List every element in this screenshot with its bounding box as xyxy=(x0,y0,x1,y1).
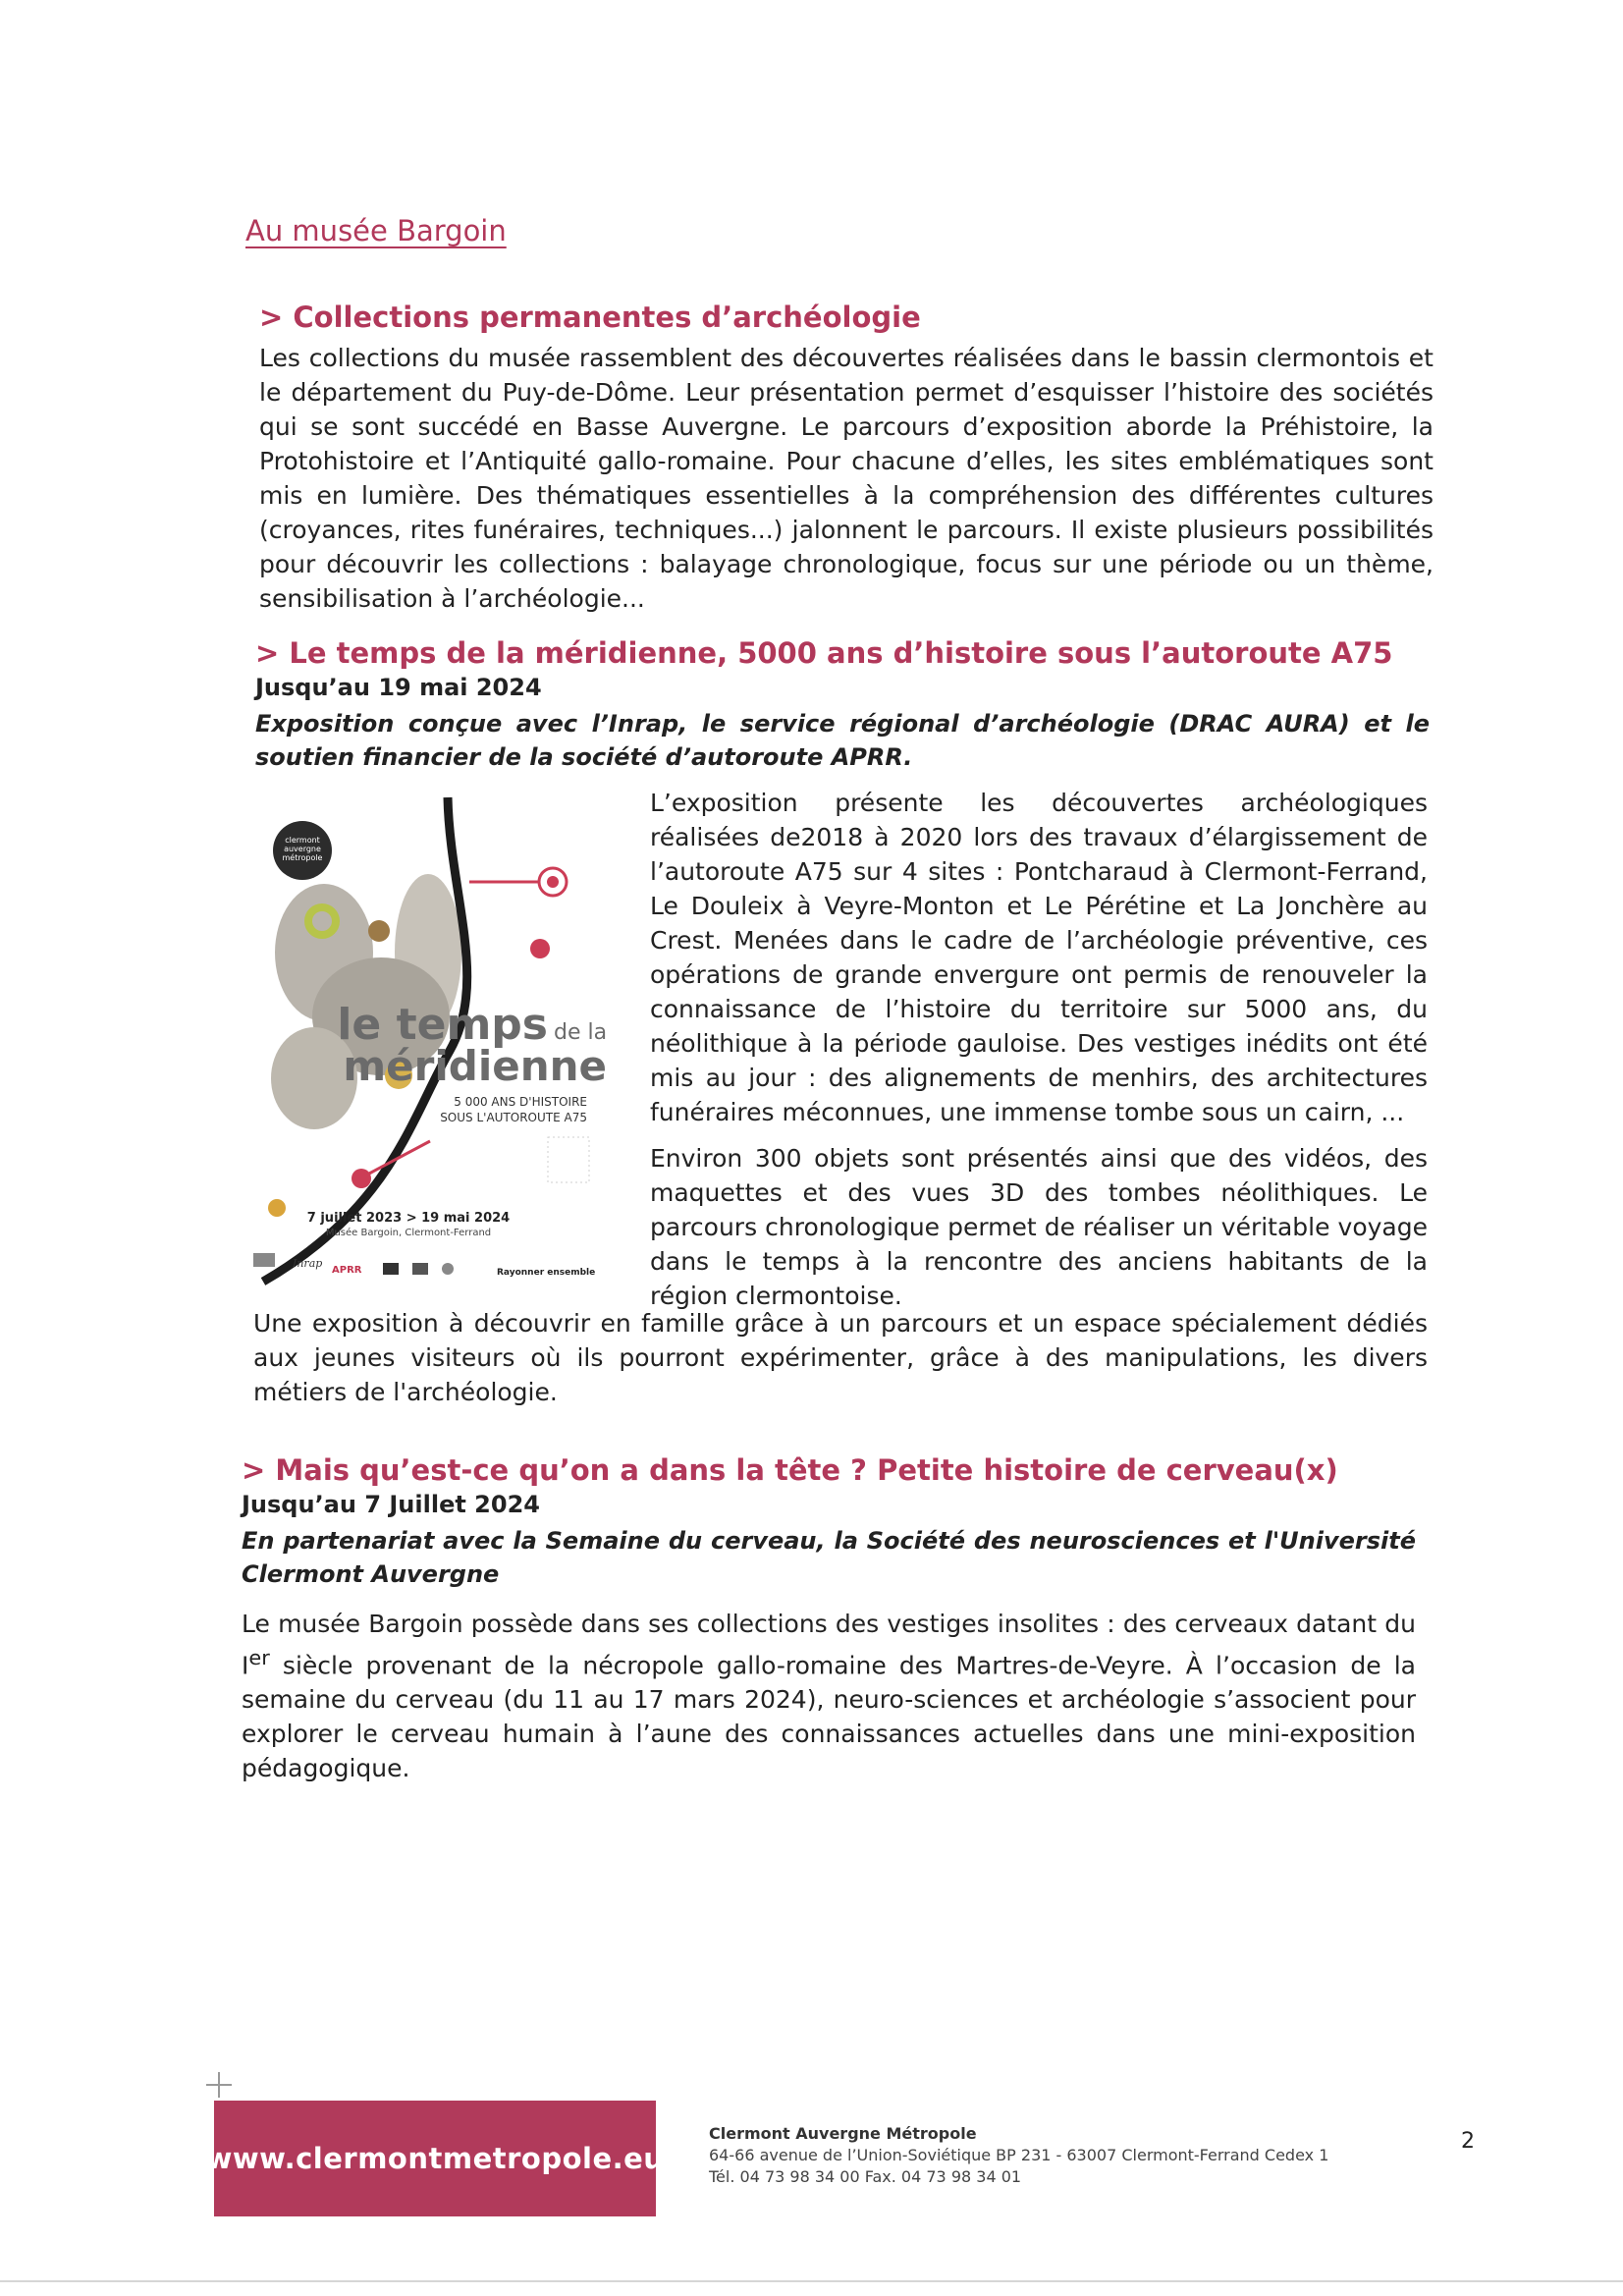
aprr-logo: APRR xyxy=(332,1265,362,1276)
poster-subtitle2: SOUS L'AUTOROUTE A75 xyxy=(440,1111,587,1124)
crop-mark xyxy=(218,2072,220,2098)
section-title-collections: > Collections permanentes d’archéologie xyxy=(259,301,921,334)
page-heading: Au musée Bargoin xyxy=(245,214,507,247)
bottom-divider xyxy=(0,2280,1623,2282)
timeline-dot xyxy=(352,1169,371,1188)
footer-url-band xyxy=(205,2101,665,2216)
body-text-part: siècle provenant de la nécropole gallo-romaine des Martres-de-Veyre. À l’occasion de la semaine du cerveau (du 11 au 17 mars 2024), neuro-sciences et archéologie s’associent pour explorer le cerveau humain à l’aune des connaissances actuelles dans une mini-exposition pédagogique. xyxy=(242,1651,1416,1783)
footer-address: 64-66 avenue de l’Union-Soviétique BP 231 - 63007 Clermont-Ferrand Cedex 1 xyxy=(709,2146,1329,2164)
poster-title-line1: le temps xyxy=(337,1000,548,1050)
poster-title-de: de la xyxy=(554,1020,607,1045)
poster-subtitle1: 5 000 ANS D'HISTOIRE xyxy=(454,1095,587,1109)
exhibition-date: Jusqu’au 7 Juillet 2024 xyxy=(242,1491,540,1518)
section-body-meridienne-2: Environ 300 objets sont présentés ainsi que des vidéos, des maquettes et des vues 3D des tombes néolithiques. Le parcours chronologique permet de réaliser un véritable voyage dans le temps à la rencontre des anciens habitants de la région clermontoise. xyxy=(650,1144,1428,1310)
section-title-cerveau: > Mais qu’est-ce qu’on a dans la tête ? Petite histoire de cerveau(x) xyxy=(242,1453,1338,1487)
section-body-meridienne-3: Une exposition à découvrir en famille grâce à un parcours et un espace spécialement dédiés aux jeunes visiteurs où ils pourront expérimenter, grâce à des manipulations, les divers métiers de l'archéologie. xyxy=(253,1309,1428,1406)
section-title-meridienne: > Le temps de la méridienne, 5000 ans d’histoire sous l’autoroute A75 xyxy=(255,636,1393,670)
poster-venue: Musée Bargoin, Clermont-Ferrand xyxy=(325,1228,492,1238)
poster-dates: 7 juillet 2023 > 19 mai 2024 xyxy=(306,1211,511,1226)
superscript-er: er xyxy=(248,1646,270,1669)
website-link[interactable]: www.clermontmetropole.eu xyxy=(205,2142,665,2175)
badge-line2: auvergne xyxy=(284,845,321,853)
body-text-part: Le musée Bargoin possède dans ses collections des vestiges insolites : des cerveaux datant du I xyxy=(242,1610,1416,1680)
timeline-dot xyxy=(530,939,550,958)
exhibition-poster xyxy=(253,786,607,1296)
rayonner-logo: Rayonner ensemble xyxy=(497,1268,596,1278)
exhibition-partners: En partenariat avec la Semaine du cerveau, la Société des neurosciences et l'Université Clermont Auvergne xyxy=(242,1527,1416,1588)
exhibition-partners: Exposition conçue avec l’Inrap, le service régional d’archéologie (DRAC AURA) et le soutien financier de la société d’autoroute APRR. xyxy=(255,710,1430,771)
bead-artefact xyxy=(368,920,390,942)
poster-title-line2: méridienne xyxy=(343,1042,607,1090)
section-body-collections: Les collections du musée rassemblent des découvertes réalisées dans le bassin clermontois et le département du Puy-de-Dôme. Leur présentation permet d’esquisser l’histoire des sociétés qui se sont succédé en Basse Auvergne. Le parcours d’exposition aborde la Préhistoire, la Protohistoire et l’Antiquité gallo-romaine. Pour chacune d’elles, les sites emblématiques sont mis en lumière. Des thématiques essentielles à la compréhension des différentes cultures (croyances, rites funéraires, techniques...) jalonnent le parcours. Il existe plusieurs possibilités pour découvrir les collections : balayage chronologique, focus sur une période ou un thème, sensibilisation à l’archéologie... xyxy=(259,344,1434,613)
footer-phone: Tél. 04 73 98 34 00 Fax. 04 73 98 34 01 xyxy=(709,2167,1022,2186)
badge-line1: clermont xyxy=(285,836,320,845)
exhibition-date: Jusqu’au 19 mai 2024 xyxy=(255,674,542,701)
inrap-logo: Inrap xyxy=(293,1257,323,1270)
timeline-dot xyxy=(268,1199,286,1217)
poster-artwork xyxy=(253,786,607,1296)
badge-line3: métropole xyxy=(282,853,323,862)
footer-address-block xyxy=(709,2123,1328,2188)
page-number: 2 xyxy=(1461,2129,1475,2154)
footer-org: Clermont Auvergne Métropole xyxy=(709,2124,977,2143)
section-body-cerveau xyxy=(242,1607,1416,1785)
section-body-meridienne-1: L’exposition présente les découvertes archéologiques réalisées de2018 à 2020 lors des travaux d’élargissement de l’autoroute A75 sur 4 sites : Pontcharaud à Clermont-Ferrand, Le Douleix à Veyre-Monton et Le Pérétine et La Jonchère au Crest. Menées dans le cadre de l’archéologie préventive, ces opérations de grande envergure ont permis de renouveler la connaissance de l’histoire du territoire sur 5000 ans, du néolithique à la période gauloise. Des vestiges inédits ont été mis au jour : des alignements de menhirs, des architectures funéraires méconnues, une immense tombe sous un cairn, ... xyxy=(650,789,1428,1126)
